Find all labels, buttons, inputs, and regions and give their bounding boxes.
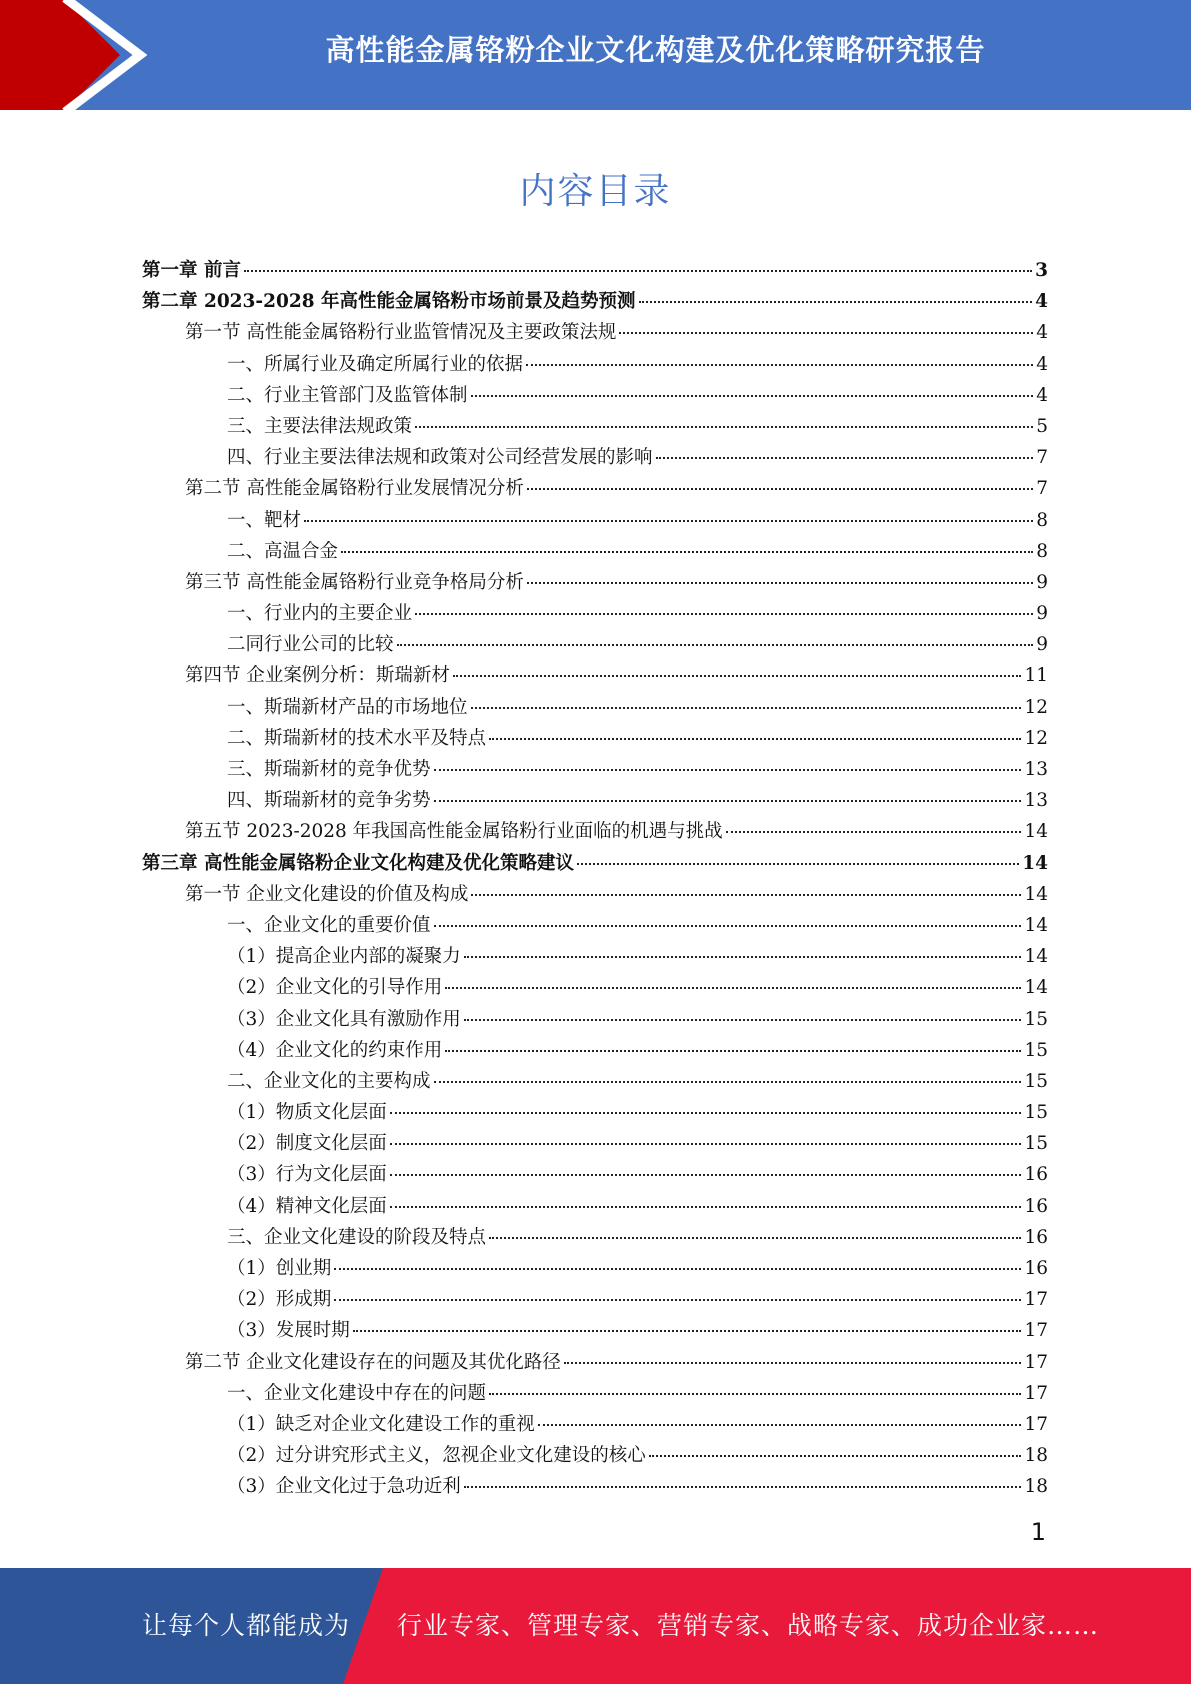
toc-entry-title: （1）提高企业内部的凝聚力	[227, 946, 461, 968]
toc-entry-title: 第一节 高性能金属铬粉行业监管情况及主要政策法规	[185, 322, 617, 344]
dot-leader	[397, 644, 1034, 646]
dot-leader	[527, 582, 1033, 584]
toc-entry[interactable]	[142, 1284, 1048, 1315]
toc-entry[interactable]	[142, 816, 1048, 847]
toc-entry[interactable]	[142, 1222, 1048, 1253]
toc-entry-page: 12	[1024, 696, 1048, 718]
toc-entry-page: 16	[1024, 1258, 1048, 1279]
toc-entry-title: （4）企业文化的约束作用	[227, 1039, 443, 1061]
toc-entry-page: 8	[1036, 509, 1048, 531]
toc-entry-page: 14	[1024, 977, 1048, 999]
toc-entry-page: 14	[1022, 852, 1048, 874]
toc-entry[interactable]	[142, 1253, 1048, 1284]
toc-entry[interactable]	[142, 286, 1048, 317]
toc-entry[interactable]	[142, 536, 1048, 567]
toc-entry-title: 三、斯瑞新材的竞争优势	[227, 759, 431, 780]
dot-leader	[341, 551, 1033, 553]
dot-leader	[415, 426, 1033, 428]
table-of-contents	[142, 255, 1048, 1503]
toc-entry-title: 第一章 前言	[142, 260, 241, 281]
toc-entry[interactable]	[142, 1440, 1048, 1471]
toc-entry[interactable]	[142, 629, 1048, 660]
toc-entry-title: （1）物质文化层面	[227, 1102, 387, 1124]
dot-leader	[619, 332, 1033, 334]
toc-entry-page: 12	[1024, 727, 1048, 749]
toc-entry-title: （3）企业文化过于急功近利	[227, 1476, 461, 1498]
toc-entry-page: 9	[1036, 603, 1048, 625]
toc-entry[interactable]	[142, 505, 1048, 536]
toc-entry-page: 17	[1024, 1413, 1048, 1435]
dot-leader	[334, 1299, 1021, 1301]
toc-entry-page: 17	[1024, 1382, 1048, 1404]
toc-entry-title: 第二节 企业文化建设存在的问题及其优化路径	[185, 1351, 561, 1373]
toc-heading: 内容目录	[519, 171, 672, 212]
dot-leader	[464, 1486, 1022, 1488]
dot-leader	[445, 1050, 1021, 1052]
toc-entry-title: 一、所属行业及确定所属行业的依据	[227, 353, 524, 375]
dot-leader	[471, 707, 1022, 709]
toc-entry-title: 二、行业主管部门及监管体制	[227, 384, 468, 406]
toc-entry[interactable]	[142, 785, 1048, 816]
toc-entry-page: 14	[1024, 883, 1048, 905]
toc-entry-title: 四、行业主要法律法规和政策对公司经营发展的影响	[227, 447, 653, 469]
toc-entry-page: 18	[1024, 1476, 1048, 1498]
dot-leader	[538, 1424, 1022, 1426]
dot-leader	[471, 894, 1021, 896]
toc-entry[interactable]	[142, 1159, 1048, 1190]
dot-leader	[304, 520, 1033, 522]
toc-entry[interactable]	[142, 972, 1048, 1003]
toc-entry-page: 18	[1024, 1445, 1048, 1467]
toc-entry[interactable]	[142, 1066, 1048, 1097]
toc-entry-title: 二、高温合金	[227, 540, 339, 562]
dot-leader	[656, 457, 1034, 459]
dot-leader	[471, 395, 1034, 397]
toc-entry[interactable]	[142, 848, 1048, 879]
dot-leader	[649, 1455, 1022, 1457]
toc-entry-title: 第三节 高性能金属铬粉行业竞争格局分析	[185, 571, 524, 593]
toc-entry-title: 二同行业公司的比较	[227, 634, 394, 656]
toc-entry-title: 二、企业文化的主要构成	[227, 1070, 431, 1092]
dot-leader	[434, 769, 1022, 771]
toc-entry-title: 四、斯瑞新材的竞争劣势	[227, 790, 431, 812]
toc-entry-title: 一、斯瑞新材产品的市场地位	[227, 696, 468, 718]
dot-leader	[445, 987, 1021, 989]
toc-entry-title: （3）发展时期	[227, 1320, 350, 1342]
toc-entry[interactable]	[142, 317, 1048, 348]
toc-entry-title: （2）制度文化层面	[227, 1133, 387, 1155]
dot-leader	[434, 800, 1022, 802]
toc-entry-title: 第三章 高性能金属铬粉企业文化构建及优化策略建议	[142, 852, 574, 874]
toc-entry[interactable]	[142, 1347, 1048, 1378]
toc-entry-title: 二、斯瑞新材的技术水平及特点	[227, 727, 487, 749]
toc-entry-title: （2）过分讲究形式主义，忽视企业文化建设的核心	[227, 1445, 646, 1467]
toc-entry-page: 13	[1024, 790, 1048, 812]
dot-leader	[244, 270, 1032, 272]
toc-entry[interactable]	[142, 380, 1048, 411]
dot-leader	[334, 1268, 1021, 1270]
dot-leader	[415, 613, 1033, 615]
toc-entry-title: （3）企业文化具有激励作用	[227, 1008, 461, 1030]
toc-entry-page: 3	[1035, 260, 1048, 281]
dot-leader	[726, 831, 1022, 833]
toc-entry-page: 15	[1024, 1070, 1048, 1092]
toc-entry[interactable]	[142, 879, 1048, 910]
dot-leader	[390, 1206, 1022, 1208]
page-header	[0, 0, 1191, 110]
toc-entry-page: 14	[1024, 946, 1048, 968]
toc-entry[interactable]	[142, 255, 1048, 286]
toc-entry-page: 13	[1024, 759, 1048, 780]
toc-entry-title: 一、企业文化的重要价值	[227, 914, 431, 936]
toc-entry-title: 一、行业内的主要企业	[227, 603, 413, 625]
toc-entry-page: 4	[1035, 291, 1048, 313]
toc-entry[interactable]	[142, 1004, 1048, 1035]
toc-entry-page: 11	[1024, 665, 1048, 687]
dot-leader	[564, 1362, 1022, 1364]
toc-entry[interactable]	[142, 660, 1048, 691]
toc-entry-title: （3）行为文化层面	[227, 1164, 387, 1186]
toc-entry-page: 17	[1024, 1320, 1048, 1342]
dot-leader	[464, 1019, 1022, 1021]
toc-entry-page: 7	[1036, 478, 1048, 500]
dot-leader	[390, 1174, 1022, 1176]
toc-entry-title: （4）精神文化层面	[227, 1195, 387, 1217]
toc-entry-page: 4	[1036, 322, 1048, 344]
toc-entry-page: 9	[1036, 571, 1048, 593]
dot-leader	[639, 301, 1033, 303]
toc-entry[interactable]	[142, 692, 1048, 723]
toc-entry[interactable]	[142, 1191, 1048, 1222]
toc-entry[interactable]	[142, 1035, 1048, 1066]
toc-entry-title: 第四节 企业案例分析：斯瑞新材	[185, 665, 450, 687]
toc-entry[interactable]	[142, 1409, 1048, 1440]
dot-leader	[353, 1330, 1022, 1332]
toc-entry-title: 一、企业文化建设中存在的问题	[227, 1382, 487, 1404]
toc-entry[interactable]	[142, 567, 1048, 598]
toc-entry[interactable]	[142, 1097, 1048, 1128]
footer-slogan-left: 让每个人都能成为	[142, 1611, 351, 1640]
toc-entry-title: 第二节 高性能金属铬粉行业发展情况分析	[185, 478, 524, 500]
toc-entry-page: 8	[1036, 540, 1048, 562]
toc-entry-title: 第一节 企业文化建设的价值及构成	[185, 883, 469, 905]
page-number: 1	[1030, 1518, 1046, 1546]
dot-leader	[526, 364, 1033, 366]
dot-leader	[390, 1143, 1022, 1145]
toc-entry-page: 5	[1036, 415, 1048, 437]
toc-entry-page: 14	[1024, 821, 1048, 843]
toc-entry-page: 15	[1024, 1008, 1048, 1030]
page-footer	[0, 1568, 1191, 1684]
toc-entry-page: 15	[1024, 1102, 1048, 1124]
toc-entry-page: 15	[1024, 1039, 1048, 1061]
toc-entry[interactable]	[142, 941, 1048, 972]
toc-entry-page: 17	[1024, 1289, 1048, 1311]
toc-entry-page: 4	[1036, 353, 1048, 375]
toc-entry[interactable]	[142, 1471, 1048, 1502]
toc-entry-page: 16	[1024, 1195, 1048, 1217]
dot-leader	[489, 1237, 1021, 1239]
dot-leader	[489, 1393, 1021, 1395]
toc-entry-title: （2）形成期	[227, 1289, 332, 1311]
toc-entry-page: 16	[1024, 1164, 1048, 1186]
toc-entry[interactable]	[142, 411, 1048, 442]
dot-leader	[464, 956, 1022, 958]
toc-entry[interactable]	[142, 723, 1048, 754]
toc-entry[interactable]	[142, 598, 1048, 629]
toc-entry-page: 16	[1024, 1226, 1048, 1248]
toc-entry-title: 一、靶材	[227, 509, 302, 531]
dot-leader	[434, 1081, 1022, 1083]
toc-entry-page: 9	[1036, 634, 1048, 656]
toc-entry[interactable]	[142, 1378, 1048, 1409]
toc-entry-page: 14	[1024, 914, 1048, 936]
toc-entry-page: 17	[1024, 1351, 1048, 1373]
toc-entry-title: （2）企业文化的引导作用	[227, 977, 443, 999]
toc-entry-title: 三、企业文化建设的阶段及特点	[227, 1226, 487, 1248]
toc-entry-title: 第五节 2023-2028 年我国高性能金属铬粉行业面临的机遇与挑战	[185, 821, 723, 843]
toc-entry-title: 三、主要法律法规政策	[227, 415, 413, 437]
toc-entry-page: 4	[1036, 384, 1048, 406]
dot-leader	[453, 675, 1022, 677]
dot-leader	[527, 488, 1033, 490]
toc-entry-title: 第二章 2023-2028 年高性能金属铬粉市场前景及趋势预测	[142, 291, 636, 313]
toc-entry[interactable]	[142, 473, 1048, 504]
dot-leader	[577, 863, 1019, 865]
toc-entry[interactable]	[142, 1315, 1048, 1346]
toc-entry[interactable]	[142, 754, 1048, 785]
dot-leader	[390, 1112, 1022, 1114]
report-title: 高性能金属铬粉企业文化构建及优化策略研究报告	[325, 33, 986, 67]
toc-entry[interactable]	[142, 1128, 1048, 1159]
toc-entry[interactable]	[142, 442, 1048, 473]
chevron-arrow-icon	[0, 0, 160, 110]
toc-entry-title: （1）创业期	[227, 1258, 332, 1279]
toc-entry-page: 15	[1024, 1133, 1048, 1155]
toc-entry[interactable]	[142, 349, 1048, 380]
dot-leader	[434, 925, 1022, 927]
footer-slogan-right: 行业专家、管理专家、营销专家、战略专家、成功企业家……	[397, 1611, 1100, 1640]
dot-leader	[489, 738, 1021, 740]
toc-entry-title: （1）缺乏对企业文化建设工作的重视	[227, 1413, 535, 1435]
toc-entry-page: 7	[1036, 447, 1048, 469]
toc-entry[interactable]	[142, 910, 1048, 941]
